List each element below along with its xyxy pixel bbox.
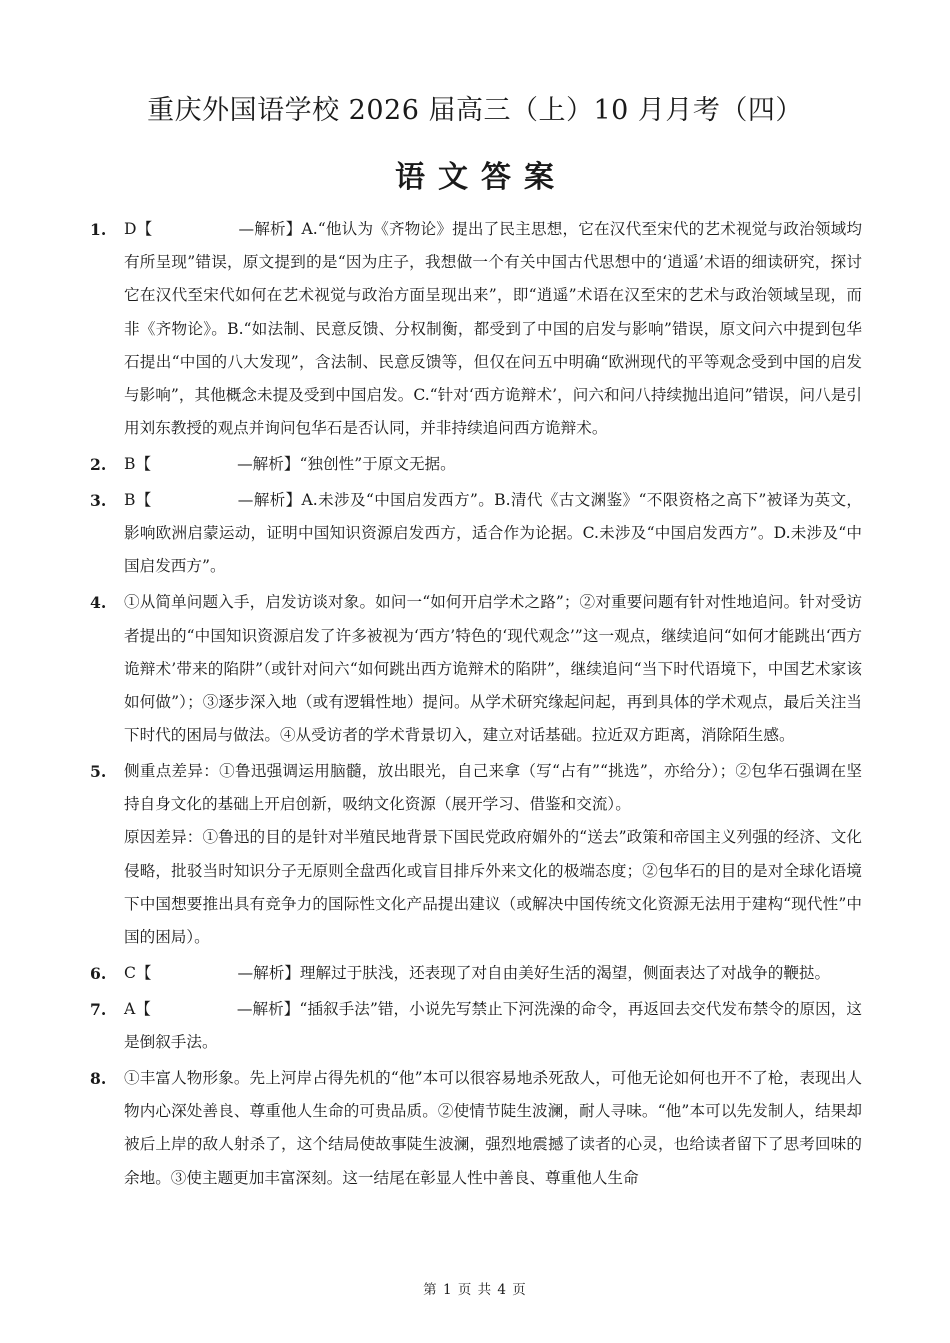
answer-item-5 [90, 755, 862, 954]
analysis-text: “插叙手法”错，小说先写禁止下河洗澡的命令，再返回去交代发布禁令的原因，这是倒叙手法。 [124, 999, 862, 1051]
answer-item-2 [90, 448, 862, 481]
answer-text-focus: 侧重点差异：①鲁迅强调运用脑髓，放出眼光，自己来拿（写“占有”“挑选”，亦给分）；②包华石强调在坚持自身文化的基础上开启创新，吸纳文化资源（展开学习、借鉴和交流）。 [124, 762, 862, 814]
answer-item-1 [90, 213, 862, 445]
choice-answer: C【 [124, 963, 152, 982]
choice-answer: B【 [124, 491, 152, 509]
item-number: 2. [90, 455, 107, 475]
answer-item-3 [90, 484, 862, 584]
answer-item-6 [90, 957, 862, 990]
page-title: 重庆外国语学校 2026 届高三（上）10 月月考（四） [147, 95, 803, 126]
choice-answer: B【 [124, 455, 152, 474]
answer-text: ①从简单问题入手，启发访谈对象。如问一“如何开启学术之路”；②对重要问题有针对性地追问。针对受访者提出的“中国知识资源启发了许多被视为‘西方’特色的‘现代观念’”这一观点，继续追问“如何才能跳出‘西方诡辩术’带来的陷阱”（或针对问六“如何跳出西方诡辩术的陷阱”，继续追问“当下时代语境下，中国艺术家该如何做”）；③逐步深入地（或有逻辑性地）提问。从学术研究缘起问起，再到具体的学术观点，最后关注当下时代的困局与做法。④从受访者的学术背景切入，建立对话基础。拉近双方距离，消除陌生感。 [124, 593, 862, 745]
item-number: 8. [90, 1068, 107, 1088]
page-footer: 第 1 页 共 4 页 [423, 1282, 527, 1298]
answer-text: ①丰富人物形象。先上河岸占得先机的“他”本可以很容易地杀死敌人，可他无论如何也开不了枪，表现出人物内心深处善良、尊重他人生命的可贵品质。②使情节陡生波澜，耐人寻味。“他”本可以先发制人，结果却被后上岸的敌人射杀了，这个结局使故事陡生波澜，强烈地震撼了读者的心灵，也给读者留下了思考回味的余地。③使主题更加丰富深刻。这一结尾在彰显人性中善良、尊重他人生命 [124, 1068, 862, 1187]
item-number: 3. [90, 491, 107, 510]
analysis-text: “独创性”于原文无据。 [299, 455, 456, 474]
item-number: 5. [90, 762, 107, 781]
answer-item-8 [90, 1062, 862, 1195]
analysis-text: 理解过于肤浅，还表现了对自由美好生活的渴望，侧面表达了对战争的鞭挞。 [299, 963, 831, 982]
item-number: 4. [90, 593, 107, 613]
answer-item-7 [90, 993, 862, 1059]
analysis-marker: —解析】 [236, 999, 300, 1018]
analysis-marker: —解析】 [237, 455, 300, 474]
analysis-marker: —解析】 [237, 491, 302, 509]
item-number: 1. [90, 220, 107, 239]
answer-text-reason: 原因差异：①鲁迅的目的是针对半殖民地背景下国民党政府媚外的“送去”政策和帝国主义列强的经济、文化侵略，批驳当时知识分子无原则全盘西化或盲目排斥外来文化的极端态度；②包华石的目的是对全球化语境下中国想要推出具有竞争力的国际性文化产品提出建议（或解决中国传统文化资源无法用于建构“现代性”中国的困局）。 [124, 828, 862, 947]
item-number: 6. [90, 963, 107, 983]
choice-answer: D【 [124, 220, 153, 238]
analysis-text: A.“他认为《齐物论》提出了民主思想，它在汉代至宋代的艺术视觉与政治领域均有所呈现”错误，原文提到的是“因为庄子，我想做一个有关中国古代思想中的‘逍遥’术语的细读研究，探讨它在汉代至宋代如何在艺术视觉与政治方面呈现出来”，即“逍遥”术语在汉至宋的艺术与政治领域呈现，而非《齐物论》。B.“如法制、民意反馈、分权制衡，都受到了中国的启发与影响”错误，原文问六中提到包华石提出“中国的八大发现”，含法制、民意反馈等，但仅在问五中明确“欧洲现代的平等观念受到中国的启发与影响”，其他概念未提及受到中国启发。C.“针对‘西方诡辩术’，问六和问八持续抛出追问”错误，问八是引用刘东教授的观点并询问包华石是否认同，并非持续追问西方诡辩术。 [124, 220, 862, 438]
analysis-marker: —解析】 [238, 220, 302, 238]
answer-item-4 [90, 586, 862, 752]
analysis-marker: —解析】 [237, 963, 300, 982]
page-subtitle: 语文答案 [395, 160, 567, 195]
analysis-text: A.未涉及“中国启发西方”。B.清代《古文渊鉴》“不限资格之高下”被译为英文，影响欧洲启蒙运动，证明中国知识资源启发西方，适合作为论据。C.未涉及“中国启发西方”。D.未涉及“中国启发西方”。 [124, 491, 862, 576]
answer-list [90, 213, 862, 1197]
choice-answer: A【 [124, 999, 151, 1018]
item-number: 7. [90, 999, 107, 1019]
